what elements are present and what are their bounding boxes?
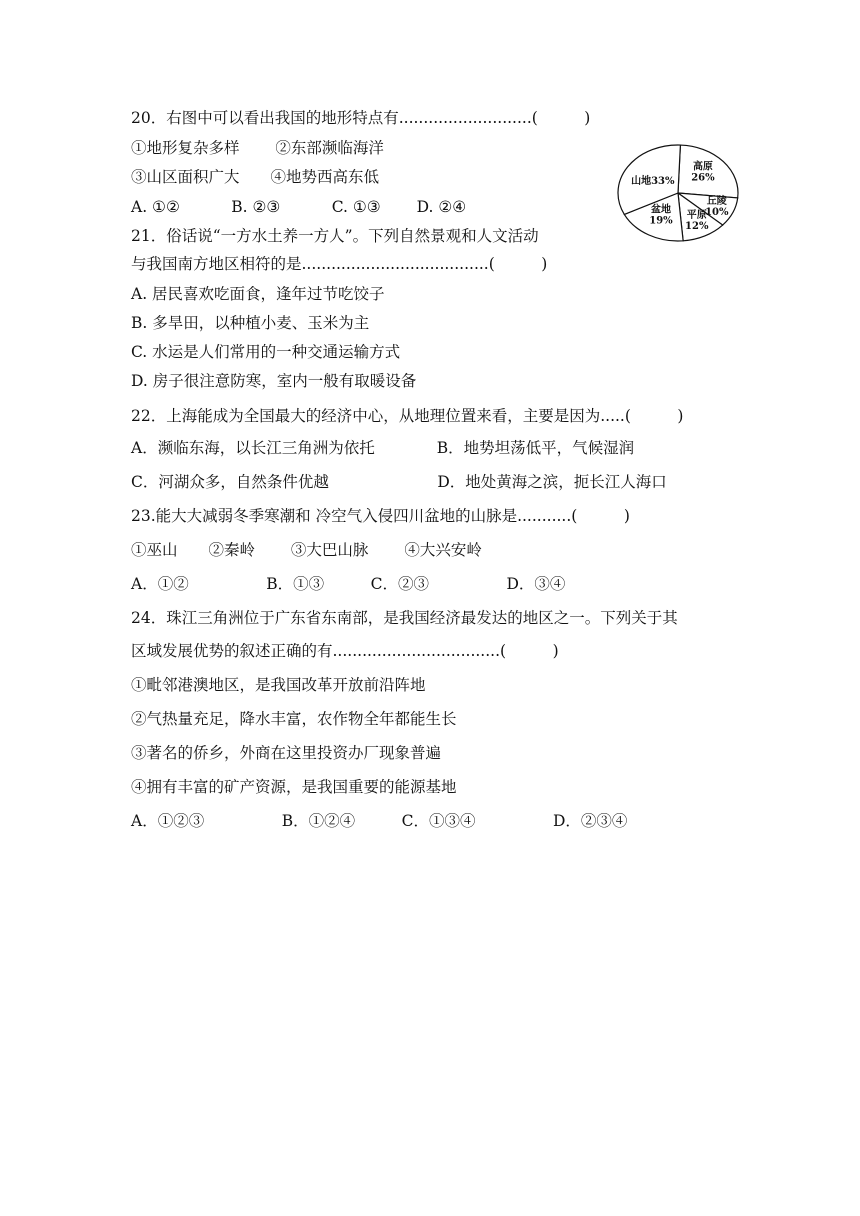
q24-option-2: ②气热量充足，降水丰富，农作物全年都能生长 xyxy=(131,710,457,728)
q23-stem: 23.能大大减弱冬季寒潮和 冷空气入侵四川盆地的山脉是...........( ) xyxy=(131,507,630,525)
terrain-pie-chart xyxy=(614,143,742,243)
q24-option-3: ③著名的侨乡，外商在这里投资办厂现象普遍 xyxy=(131,744,442,762)
q22-options-ab: A．濒临东海，以长江三角洲为依托 B．地势坦荡低平，气候湿润 xyxy=(131,439,635,457)
pie-label-1: 丘陵 xyxy=(706,196,727,208)
q24-option-1: ①毗邻港澳地区，是我国改革开放前沿阵地 xyxy=(131,676,426,694)
q20-options-1: ①地形复杂多样 ②东部濒临海洋 xyxy=(131,139,384,157)
q24-stem-2: 区域发展优势的叙述正确的有..................................( ) xyxy=(131,642,559,660)
q20-stem: 20．右图中可以看出我国的地形特点有...........................( ) xyxy=(131,109,591,127)
q23-choices: A．①② B．①③ C．②③ D．③④ xyxy=(131,575,566,593)
q22-options-cd: C．河湖众多，自然条件优越 D．地处黄海之滨，扼长江人海口 xyxy=(131,473,667,491)
q24-option-4: ④拥有丰富的矿产资源，是我国重要的能源基地 xyxy=(131,778,457,796)
q21-stem-1: 21．俗话说“一方水土养一方人”。下列自然景观和人文活动 xyxy=(131,227,539,245)
q23-options: ①巫山 ②秦岭 ③大巴山脉 ④大兴安岭 xyxy=(131,541,482,559)
q22-stem: 22．上海能成为全国最大的经济中心，从地理位置来看，主要是因为.....( ) xyxy=(131,407,684,425)
q21-option-b: B. 多旱田，以种植小麦、玉米为主 xyxy=(131,314,370,332)
pie-label-4: 山地33% xyxy=(631,175,675,187)
q24-stem-1: 24．珠江三角洲位于广东省东南部，是我国经济最发达的地区之一。下列关于其 xyxy=(131,609,678,627)
q20-options-2: ③山区面积广大 ④地势西高东低 xyxy=(131,168,380,186)
pie-value-0: 26% xyxy=(691,172,715,184)
pie-value-1: 10% xyxy=(705,207,729,219)
q21-option-a: A. 居民喜欢吃面食，逢年过节吃饺子 xyxy=(131,285,385,303)
q24-choices: A．①②③ B．①②④ C．①③④ D．②③④ xyxy=(131,812,628,830)
pie-label-0: 高原 xyxy=(692,161,713,173)
pie-value-2: 12% xyxy=(685,221,709,233)
q21-stem-2: 与我国南方地区相符的是......................................( ) xyxy=(131,255,548,273)
q21-option-c: C. 水运是人们常用的一种交通运输方式 xyxy=(131,343,401,361)
pie-value-3: 19% xyxy=(649,215,673,227)
pie-label-3: 盆地 xyxy=(650,204,671,216)
pie-label-2: 平原 xyxy=(686,210,707,222)
q20-choices: A. ①② B. ②③ C. ①③ D. ②④ xyxy=(131,198,467,216)
q21-option-d: D. 房子很注意防寒，室内一般有取暖设备 xyxy=(131,372,417,390)
